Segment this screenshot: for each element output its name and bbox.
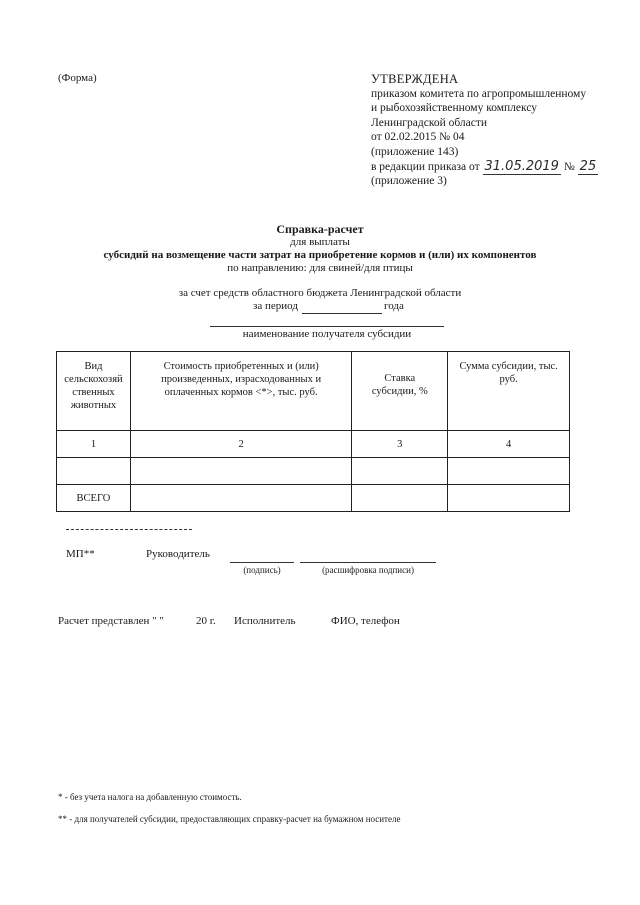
approval-line: Ленинградской области (371, 116, 488, 129)
approval-line: от 02.02.2015 № 04 (371, 131, 465, 144)
approval-block (371, 72, 598, 189)
table-total-row (57, 485, 570, 512)
document-title: Справка-расчет (276, 222, 364, 236)
column-number: 2 (130, 431, 351, 458)
header-cell (57, 352, 131, 431)
table-cell[interactable] (352, 485, 448, 512)
table-header-row (57, 352, 570, 431)
footnote-paper: ** - для получателей субсидии, предоставляющих справку-расчет на бумажном носителе (58, 814, 401, 824)
table-cell[interactable] (448, 458, 570, 485)
heading-line-2: для выплаты (290, 236, 350, 248)
period-prefix: за период (253, 300, 298, 312)
recipient-caption: наименование получателя субсидии (242, 328, 412, 340)
header-animal-type: Вид сельскохозяй ственных животных (64, 361, 123, 411)
table-cell[interactable] (130, 458, 351, 485)
header-cell (352, 352, 448, 431)
header-feed-cost: Стоимость приобретенных и (или) произведенных, израсходованных и оплаченных кормов <*>, тыс. руб. (161, 361, 322, 398)
header-cell (448, 352, 570, 431)
period-blank-line (302, 313, 382, 314)
signature-decode-line[interactable] (300, 562, 436, 563)
header-cell (130, 352, 351, 431)
form-label: (Форма) (58, 72, 97, 84)
header-subsidy-sum: Сумма субсидии, тыс. руб. (459, 361, 558, 385)
head-label: Руководитель (146, 548, 210, 560)
table-cell[interactable] (448, 485, 570, 512)
approval-line: и рыбохозяйственному комплексу (371, 102, 538, 115)
edition-number-label: № (563, 160, 575, 173)
total-label: ВСЕГО (57, 485, 131, 512)
signature-decode-caption: (расшифровка подписи) (322, 565, 414, 575)
signature-line[interactable] (230, 562, 294, 563)
table-cell[interactable] (57, 458, 131, 485)
approval-line: (приложение 143) (371, 145, 459, 158)
calculation-table (56, 351, 570, 512)
approval-title: УТВЕРЖДЕНА (371, 72, 459, 86)
edition-number-handwritten: 25 (579, 158, 597, 174)
edition-line (371, 160, 598, 175)
recipient-blank-line (210, 326, 444, 327)
column-number: 4 (448, 431, 570, 458)
submitted-prefix: Расчет представлен " " (58, 615, 164, 627)
approval-appendix: (приложение 3) (371, 175, 447, 188)
stamp-label: МП** (66, 548, 95, 560)
table-cell[interactable] (352, 458, 448, 485)
column-number: 3 (352, 431, 448, 458)
submitted-year: 20 г. (196, 615, 216, 627)
footnote-separator (66, 529, 192, 530)
period-suffix: года (384, 300, 404, 312)
executor-fio-phone: ФИО, телефон (331, 615, 400, 627)
column-number: 1 (57, 431, 131, 458)
executor-label: Исполнитель (234, 615, 296, 627)
heading-line-3: субсидий на возмещение части затрат на приобретение кормов и (или) их компонентов (103, 249, 537, 261)
approval-line: приказом комитета по агропромышленному (371, 87, 587, 100)
heading-line-4: по направлению: для свиней/для птицы (227, 262, 413, 274)
budget-line: за счет средств областного бюджета Ленинградской области (178, 287, 462, 299)
table-row (57, 458, 570, 485)
table-cell[interactable] (130, 485, 351, 512)
edition-prefix: в редакции приказа от (371, 160, 480, 173)
footnote-vat: * - без учета налога на добавленную стоимость. (58, 792, 242, 802)
header-rate: Ставка субсидии, % (371, 373, 428, 397)
table-number-row (57, 431, 570, 458)
signature-caption: (подпись) (243, 565, 281, 575)
edition-date-handwritten: 31.05.2019 (484, 158, 559, 174)
